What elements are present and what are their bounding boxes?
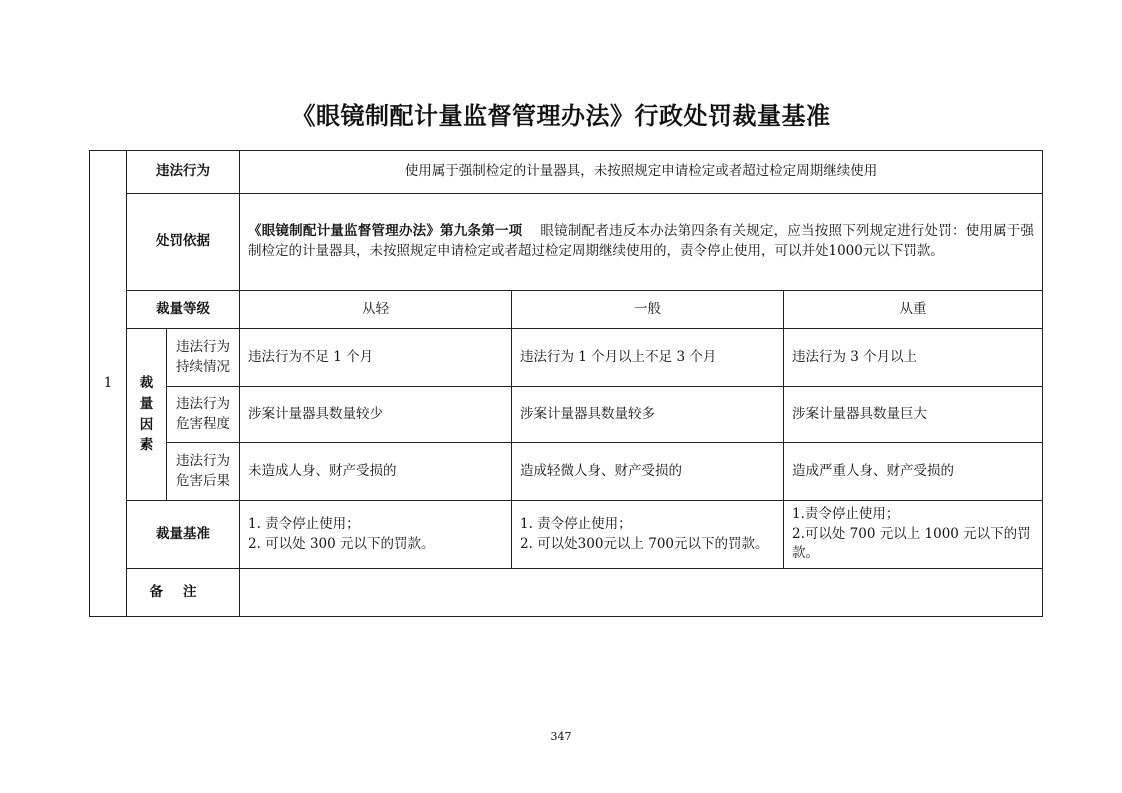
factor-general: 涉案计量器具数量较多 [512, 387, 784, 443]
standard-heavy: 1.责令停止使用； 2.可以处 700 元以上 1000 元以下的罚款。 [784, 501, 1043, 569]
factor-row [90, 387, 1043, 443]
factor-general: 造成轻微人身、财产受损的 [512, 443, 784, 501]
factor-general: 违法行为 1 个月以上不足 3 个月 [512, 329, 784, 387]
factor-light: 涉案计量器具数量较少 [240, 387, 512, 443]
basis-content [240, 194, 1043, 291]
level-light: 从轻 [240, 291, 512, 329]
document-title: 《眼镜制配计量监督管理办法》行政处罚裁量基准 [291, 102, 831, 130]
factor-heavy: 违法行为 3 个月以上 [784, 329, 1043, 387]
violation-label: 违法行为 [127, 151, 240, 194]
discretion-table [89, 150, 1043, 617]
basis-label: 处罚依据 [127, 194, 240, 291]
row-number: 1 [90, 151, 127, 617]
basis-row [90, 194, 1043, 291]
levels-label: 裁量等级 [127, 291, 240, 329]
factor-heavy: 造成严重人身、财产受损的 [784, 443, 1043, 501]
factor-light: 违法行为不足 1 个月 [240, 329, 512, 387]
factors-group-label: 裁 量 因 素 [127, 329, 167, 501]
standard-light: 1. 责令停止使用； 2. 可以处 300 元以下的罚款。 [240, 501, 512, 569]
factor-name: 违法行为 危害程度 [167, 387, 240, 443]
page-number: 347 [550, 730, 572, 743]
violation-text: 使用属于强制检定的计量器具，未按照规定申请检定或者超过检定周期继续使用 [240, 151, 1043, 194]
factor-heavy: 涉案计量器具数量巨大 [784, 387, 1043, 443]
level-general: 一般 [512, 291, 784, 329]
factor-row [90, 329, 1043, 387]
factor-row [90, 443, 1043, 501]
level-heavy: 从重 [784, 291, 1043, 329]
violation-row [90, 151, 1043, 194]
remarks-row [90, 569, 1043, 617]
standard-row [90, 501, 1043, 569]
remarks-content [240, 569, 1043, 617]
factor-name: 违法行为 危害后果 [167, 443, 240, 501]
standard-general: 1. 责令停止使用； 2. 可以处300元以上 700元以下的罚款。 [512, 501, 784, 569]
factor-name: 违法行为 持续情况 [167, 329, 240, 387]
levels-row [90, 291, 1043, 329]
basis-reference: 《眼镜制配计量监督管理办法》第九条第一项 [248, 223, 523, 240]
basis-text: 眼镜制配者违反本办法第四条有关规定，应当按照下列规定进行处罚：使用属于强制检定的计量器具，未按照规定申请检定或者超过检定周期继续使用的，责令停止使用，可以并处1000元以下罚款。 [248, 223, 1035, 259]
factor-light: 未造成人身、财产受损的 [240, 443, 512, 501]
standard-label: 裁量基准 [127, 501, 240, 569]
remarks-label: 备注 [127, 569, 240, 617]
